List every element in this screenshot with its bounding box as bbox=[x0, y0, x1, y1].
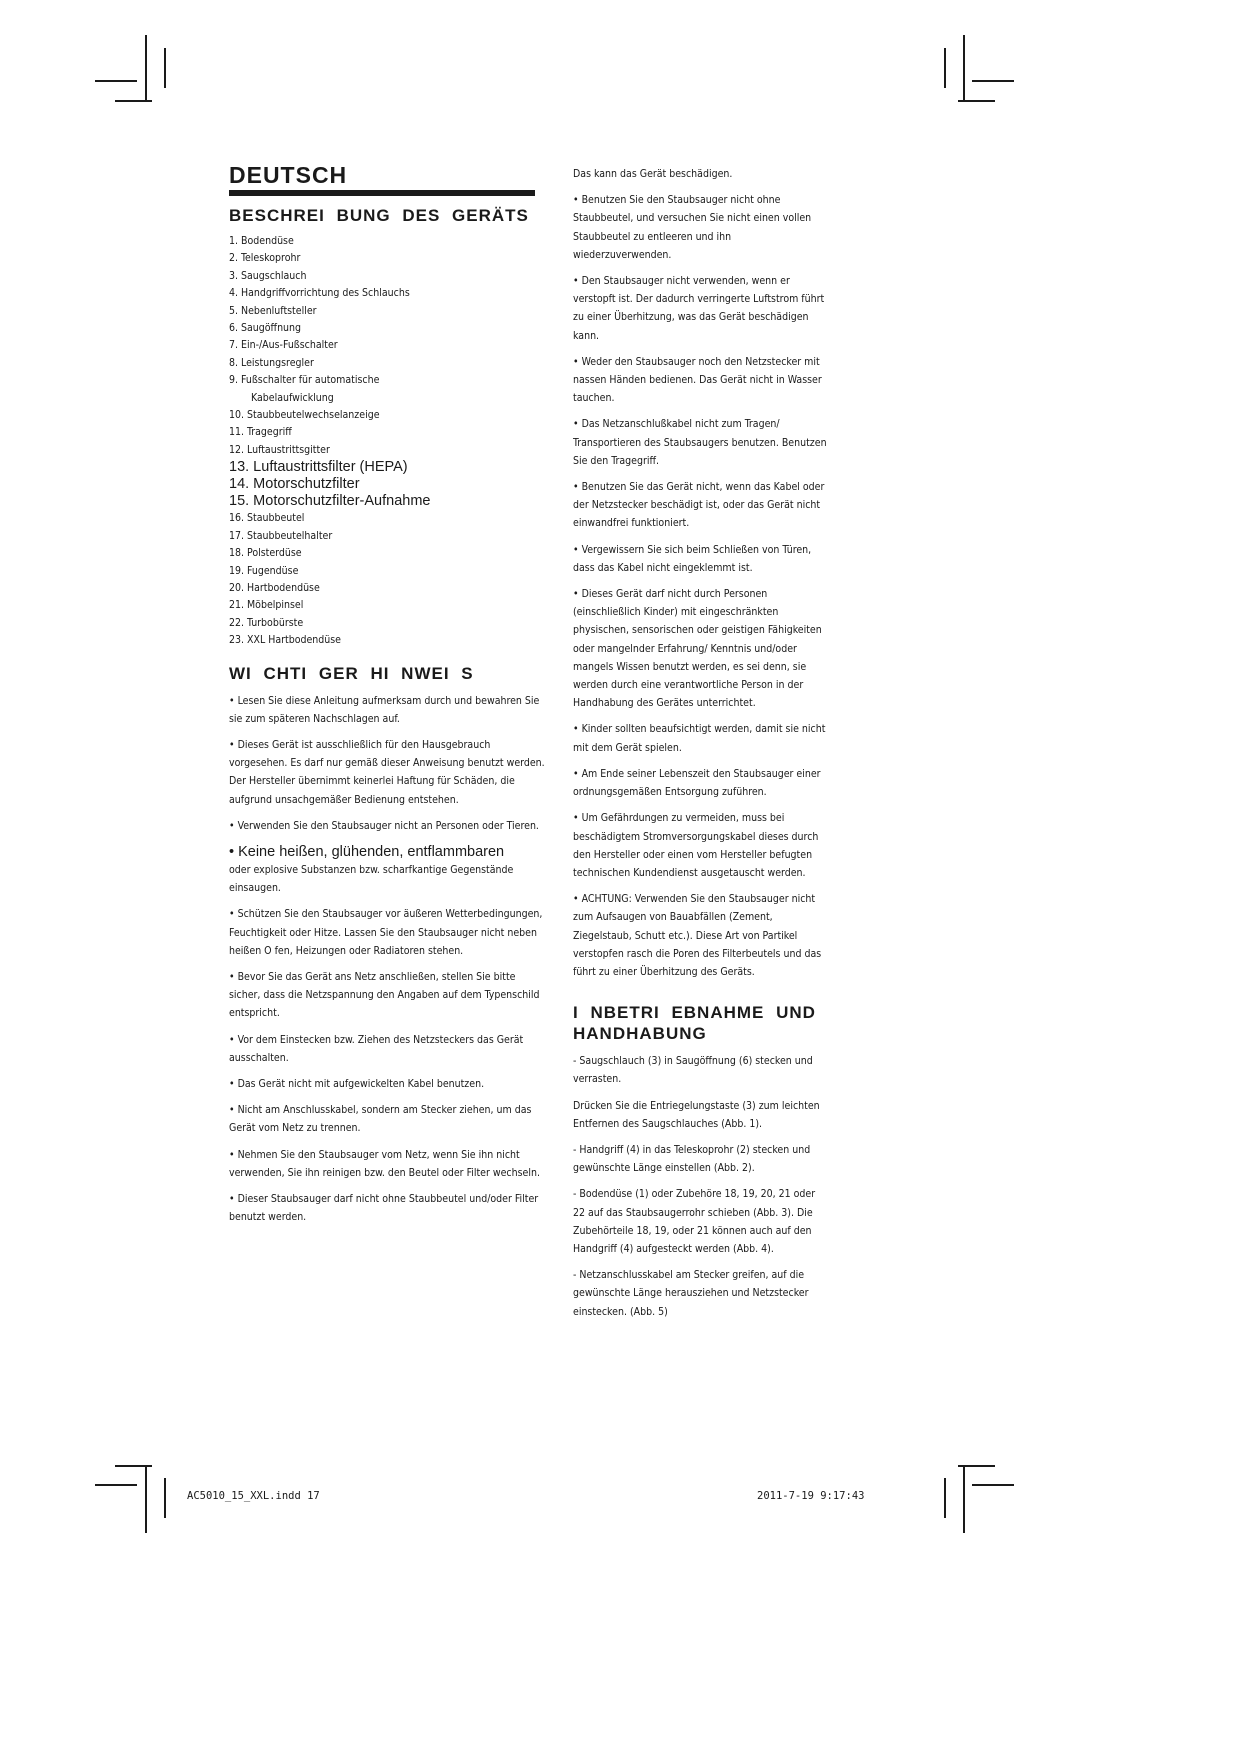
paragraph: • Verwenden Sie den Staubsauger nicht an Personen oder Tieren. bbox=[229, 819, 539, 832]
crop-mark bbox=[963, 1467, 965, 1533]
list-item: 18. Polsterdüse bbox=[229, 547, 302, 560]
paragraph: - Saugschlauch (3) in Saugöffnung (6) stecken und verrasten. bbox=[573, 1055, 813, 1086]
paragraph: • Lesen Sie diese Anleitung aufmerksam durch und bewahren Sie sie zum späteren Nachschlagen auf. bbox=[229, 694, 540, 725]
crop-mark bbox=[145, 35, 147, 101]
crop-mark bbox=[164, 48, 166, 88]
section-heading-description: BESCHREI BUNG DES GERÄTS bbox=[229, 206, 529, 225]
footer-timestamp: 2011-7-19 9:17:43 bbox=[757, 1490, 865, 1502]
crop-mark bbox=[963, 35, 965, 101]
paragraph: • Das Gerät nicht mit aufgewickelten Kabel benutzen. bbox=[229, 1077, 485, 1090]
section-heading-important-note: WI CHTI GER HI NWEI S bbox=[229, 663, 474, 683]
paragraph: • Den Staubsauger nicht verwenden, wenn er verstopft ist. Der dadurch verringerte Luftstrom führt zu einer Überhitzung, was das Gerät beschädigen kann. bbox=[573, 275, 825, 342]
paragraph: - Bodendüse (1) oder Zubehöre 18, 19, 20, 21 oder 22 auf das Staubsaugerrohr schieben (Abb. 3). Die Zubehörteile 18, 19, oder 21 können auch auf den Handgriff (4) aufgesteckt werden (Abb. 4). bbox=[573, 1188, 816, 1255]
list-item: Kabelaufwicklung bbox=[251, 391, 334, 404]
list-item: 2. Teleskoprohr bbox=[229, 252, 301, 265]
paragraph: Das kann das Gerät beschädigen. bbox=[573, 168, 733, 180]
list-item: 7. Ein-/Aus-Fußschalter bbox=[229, 339, 338, 352]
paragraph: • Nicht am Anschlusskabel, sondern am Stecker ziehen, um das Gerät vom Netz zu trennen. bbox=[229, 1104, 532, 1135]
title-rule bbox=[229, 190, 535, 196]
list-item: 3. Saugschlauch bbox=[229, 269, 307, 282]
list-item: 5. Nebenluftsteller bbox=[229, 304, 317, 317]
list-item: 12. Luftaustrittsgitter bbox=[229, 443, 330, 456]
list-item: 15. Motorschutzfilter-Aufnahme bbox=[229, 493, 431, 510]
list-item: 9. Fußschalter für automatische bbox=[229, 374, 380, 387]
list-item: 23. XXL Hartbodendüse bbox=[229, 634, 341, 647]
paragraph: • Um Gefährdungen zu vermeiden, muss bei beschädigtem Stromversorgungskabel dieses durch den Hersteller oder einen vom Hersteller befugten technischen Kundendienst ausgetauscht werden. bbox=[573, 812, 819, 879]
paragraph: • Keine heißen, glühenden, entflammbaren bbox=[229, 843, 505, 860]
list-item: 21. Möbelpinsel bbox=[229, 599, 304, 612]
list-item: 13. Luftaustrittsfilter (HEPA) bbox=[229, 459, 408, 476]
crop-mark bbox=[972, 80, 1014, 82]
crop-mark bbox=[972, 1484, 1014, 1486]
crop-mark bbox=[944, 1478, 946, 1518]
crop-mark bbox=[95, 1484, 137, 1486]
paragraph: Drücken Sie die Entriegelungstaste (3) zum leichten Entfernen des Saugschlauches (Abb. 1). bbox=[573, 1099, 820, 1130]
paragraph: • Das Netzanschlußkabel nicht zum Tragen/ Transportieren des Staubsaugers benutzen. Benutzen Sie den Tragegriff. bbox=[573, 418, 827, 467]
left-column bbox=[229, 162, 549, 1234]
list-item: 16. Staubbeutel bbox=[229, 512, 305, 525]
crop-mark bbox=[115, 100, 152, 102]
paragraph: oder explosive Substanzen bzw. scharfkantige Gegenstände einsaugen. bbox=[229, 863, 514, 895]
paragraph: • Kinder sollten beaufsichtigt werden, damit sie nicht mit dem Gerät spielen. bbox=[573, 723, 826, 754]
right-column bbox=[573, 165, 828, 1329]
paragraph: - Handgriff (4) in das Teleskoprohr (2) stecken und gewünschte Länge einstellen (Abb. 2). bbox=[573, 1143, 811, 1175]
list-item: 14. Motorschutzfilter bbox=[229, 476, 360, 493]
crop-mark bbox=[944, 48, 946, 88]
paragraph: • Bevor Sie das Gerät ans Netz anschließen, stellen Sie bitte sicher, dass die Netzspannung den Angaben auf dem Typenschild entspricht. bbox=[229, 970, 540, 1020]
paragraph: • Dieser Staubsauger darf nicht ohne Staubbeutel und/oder Filter benutzt werden. bbox=[229, 1193, 539, 1224]
paragraph: - Netzanschlusskabel am Stecker greifen, auf die gewünschte Länge herausziehen und Netzstecker einstecken. (Abb. 5) bbox=[573, 1269, 809, 1318]
paragraph: • Schützen Sie den Staubsauger vor äußeren Wetterbedingungen, Feuchtigkeit oder Hitze. Lassen Sie den Staubsauger nicht neben heißen O fen, Heizungen oder Radiatoren stehen. bbox=[229, 908, 543, 957]
list-item: 4. Handgriffvorrichtung des Schlauchs bbox=[229, 287, 410, 300]
list-item: 6. Saugöffnung bbox=[229, 322, 302, 335]
list-item: 20. Hartbodendüse bbox=[229, 581, 320, 594]
paragraph: • Dieses Gerät ist ausschließlich für den Hausgebrauch vorgesehen. Es darf nur gemäß dieser Anweisung benutzt werden. Der Hersteller übernimmt keinerlei Haftung für Schäden, die aufgrund unsachgemäßer Bedienung entstehen. bbox=[229, 738, 545, 806]
paragraph: • ACHTUNG: Verwenden Sie den Staubsauger nicht zum Aufsaugen von Bauabfällen (Zement, Ziegelstaub, Schutt etc.). Diese Art von Partikel verstopfen rasch die Poren des Filterbeutels und das führt zu einer Überhitzung des Geräts. bbox=[573, 893, 822, 978]
paragraph: • Benutzen Sie das Gerät nicht, wenn das Kabel oder der Netzstecker beschädigt ist, oder das Gerät nicht einwandfrei funktioniert. bbox=[573, 481, 825, 530]
parts-list bbox=[229, 233, 549, 650]
paragraph: • Dieses Gerät darf nicht durch Personen (einschließlich Kinder) mit eingeschränkten physischen, sensorischen oder geistigen Fähigkeiten oder mangelnder Erfahrung/ Kenntnis und/oder mangels Wissen benutzt werden, es sei denn, sie werden durch eine verantwortliche Person in der Handhabung des Gerätes unterrichtet. bbox=[573, 588, 822, 710]
paragraph: • Nehmen Sie den Staubsauger vom Netz, wenn Sie ihn nicht verwenden, Sie ihn reinigen bzw. den Beutel oder Filter wechseln. bbox=[229, 1148, 540, 1179]
section-heading-operation: I NBETRI EBNAHME UND bbox=[573, 1003, 816, 1023]
list-item: 8. Leistungsregler bbox=[229, 356, 314, 369]
list-item: 22. Turbobürste bbox=[229, 616, 304, 629]
section-heading-operation-line2: HANDHABUNG bbox=[573, 1024, 707, 1044]
paragraph: • Vergewissern Sie sich beim Schließen von Türen, dass das Kabel nicht eingeklemmt ist. bbox=[573, 543, 812, 574]
paragraph: • Vor dem Einstecken bzw. Ziehen des Netzsteckers das Gerät ausschalten. bbox=[229, 1033, 524, 1064]
list-item: 17. Staubbeutelhalter bbox=[229, 529, 333, 542]
paragraph: • Am Ende seiner Lebenszeit den Staubsauger einer ordnungsgemäßen Entsorgung zuführen. bbox=[573, 767, 821, 799]
crop-mark bbox=[95, 80, 137, 82]
list-item: 10. Staubbeutelwechselanzeige bbox=[229, 409, 380, 422]
page-title: DEUTSCH bbox=[229, 162, 348, 188]
paragraph: • Weder den Staubsauger noch den Netzstecker mit nassen Händen bedienen. Das Gerät nicht in Wasser tauchen. bbox=[573, 355, 822, 405]
paragraph: • Benutzen Sie den Staubsauger nicht ohne Staubbeutel, und versuchen Sie nicht einen vollen Staubbeutel zu entleeren und ihn wiederzuverwenden. bbox=[573, 194, 812, 261]
crop-mark bbox=[164, 1478, 166, 1518]
crop-mark bbox=[958, 100, 995, 102]
crop-mark bbox=[145, 1467, 147, 1533]
footer-file-name: AC5010_15_XXL.indd 17 bbox=[187, 1490, 320, 1502]
list-item: 11. Tragegriff bbox=[229, 426, 292, 439]
list-item: 19. Fugendüse bbox=[229, 564, 299, 577]
list-item: 1. Bodendüse bbox=[229, 235, 294, 247]
